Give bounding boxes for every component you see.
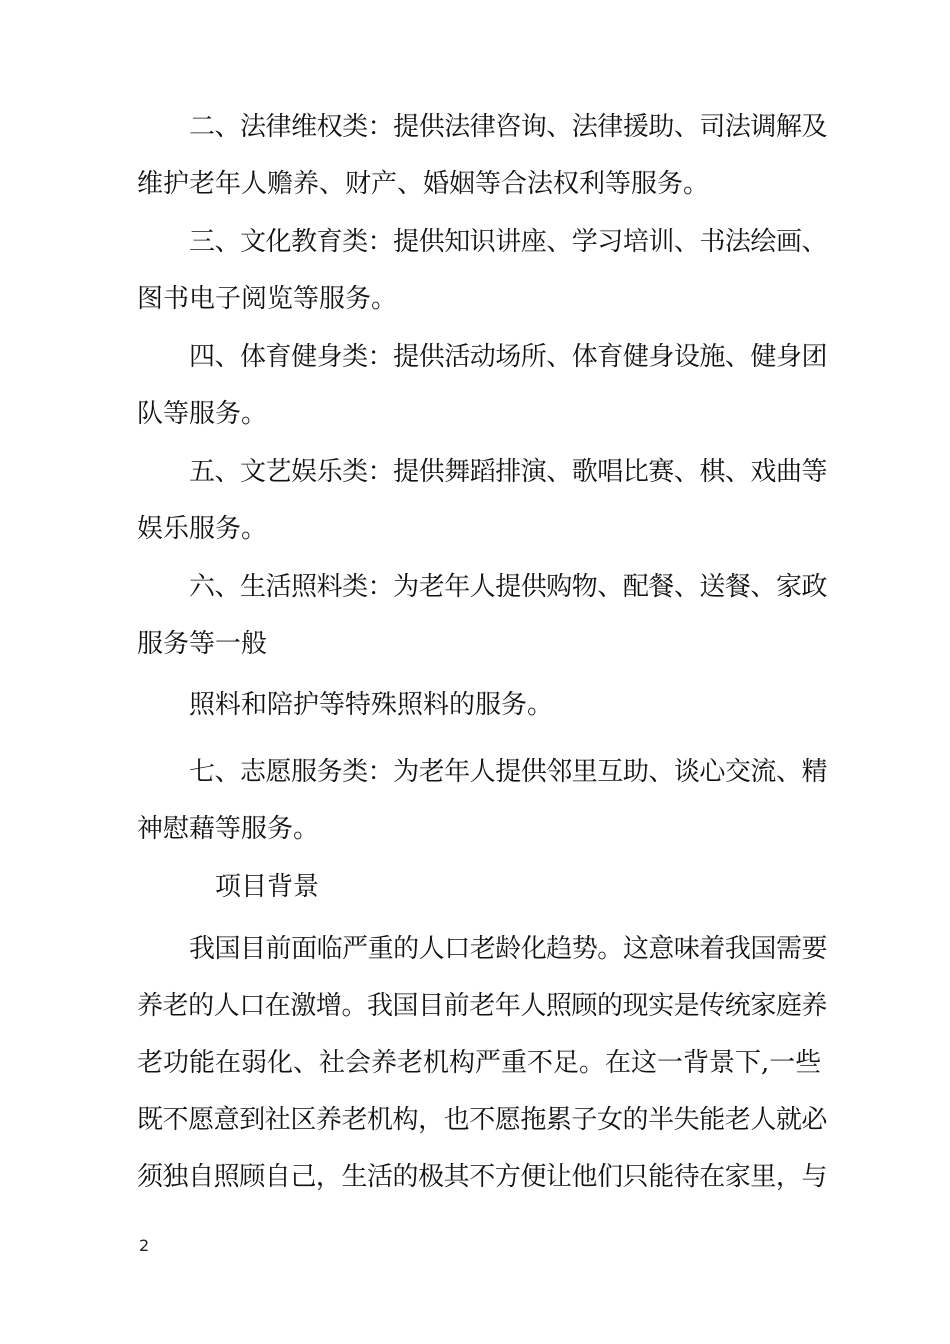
paragraph-education xyxy=(137,214,827,328)
paragraph-line: 我国目前面临严重的人口老龄化趋势。这意味着我国需要 xyxy=(189,934,827,964)
paragraph-line: 维护老年人赡养、财产、婚姻等合法权利等服务。 xyxy=(137,169,710,199)
paragraph-care xyxy=(137,559,827,673)
paragraph-line: 服务等一般 xyxy=(137,629,268,659)
paragraph-line: 老功能在弱化、社会养老机构严重不足。在这一背景下,一些 xyxy=(137,1048,822,1078)
paragraph-line: 须独自照顾自己，生活的极其不方便让他们只能待在家里，与 xyxy=(137,1162,827,1192)
paragraph-sports xyxy=(137,329,827,443)
paragraph-line: 六、生活照料类：为老年人提供购物、配餐、送餐、家政 xyxy=(189,572,827,602)
paragraph-entertainment xyxy=(137,444,827,558)
paragraph-line: 二、法律维权类：提供法律咨询、法律援助、司法调解及 xyxy=(189,112,827,142)
paragraph-line: 五、文艺娱乐类：提供舞蹈排演、歌唱比赛、棋、戏曲等 xyxy=(189,457,827,487)
paragraph-line: 图书电子阅览等服务。 xyxy=(137,284,398,314)
paragraph-line: 娱乐服务。 xyxy=(137,514,268,544)
section-heading: 项目背景 xyxy=(215,872,320,902)
paragraph-line: 神慰藉等服务。 xyxy=(137,814,320,844)
paragraph-line: 队等服务。 xyxy=(137,399,268,429)
paragraph-line: 养老的人口在激增。我国目前老年人照顾的现实是传统家庭养 xyxy=(137,991,827,1021)
paragraph-care-continued xyxy=(137,677,827,734)
paragraph-line: 四、体育健身类：提供活动场所、体育健身设施、健身团 xyxy=(189,342,827,372)
paragraph-volunteer xyxy=(137,744,827,858)
paragraph-line: 七、志愿服务类：为老年人提供邻里互助、谈心交流、精 xyxy=(189,757,827,787)
paragraph-line: 既不愿意到社区养老机构，也不愿拖累子女的半失能老人就必 xyxy=(137,1105,827,1135)
paragraph-legal xyxy=(137,99,827,213)
paragraph-line: 照料和陪护等特殊照料的服务。 xyxy=(189,690,554,720)
paragraph-line: 三、文化教育类：提供知识讲座、学习培训、书法绘画、 xyxy=(189,227,827,257)
page-number: 2 xyxy=(139,1236,150,1255)
paragraph-background xyxy=(137,921,827,1206)
